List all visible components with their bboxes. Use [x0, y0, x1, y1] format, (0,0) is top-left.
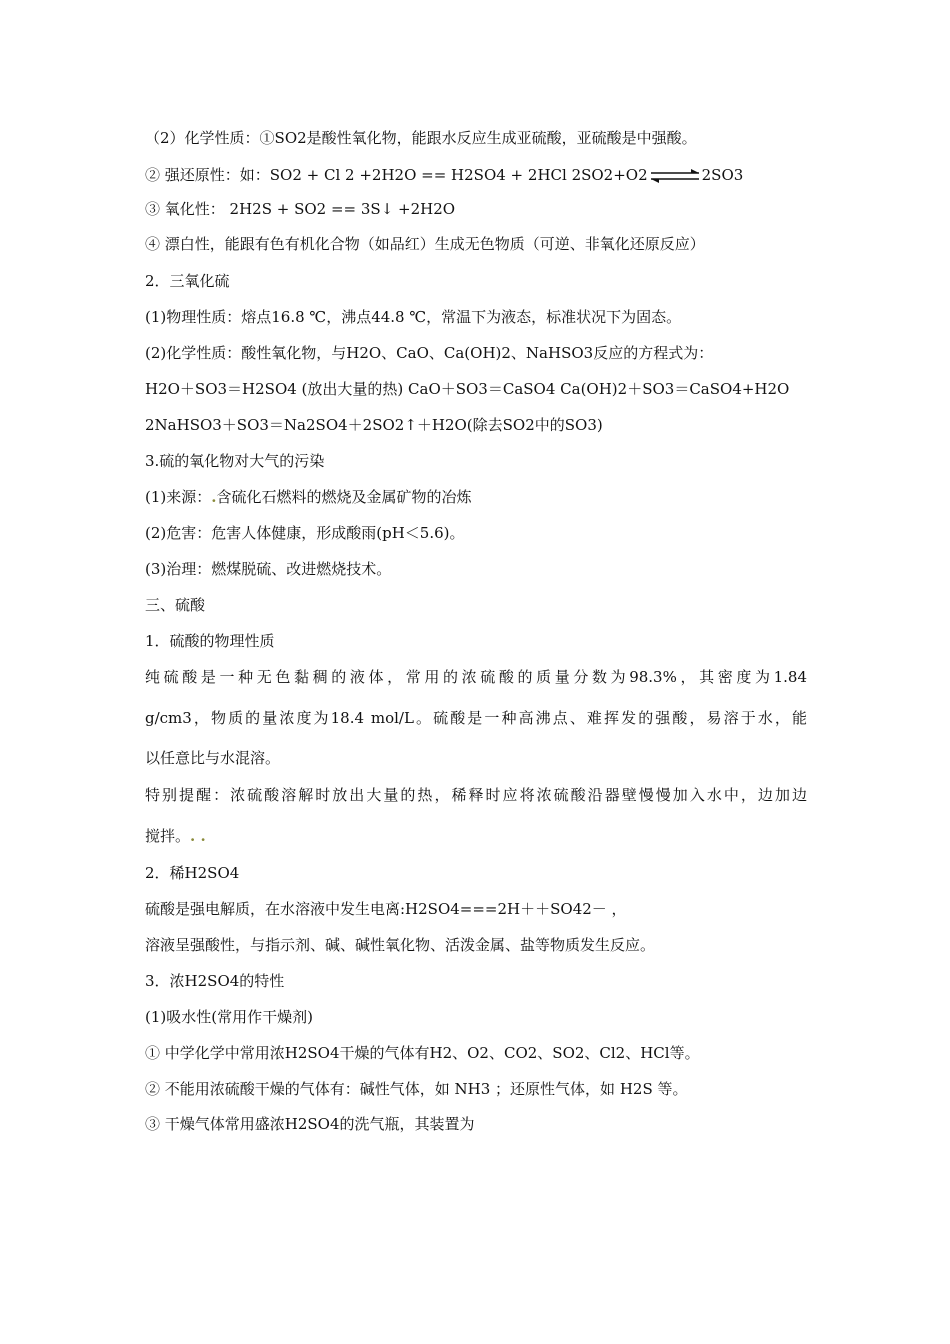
- text-line: 纯硫酸是一种无色黏稠的液体，常用的浓硫酸的质量分数为98.3%，其密度为1.84: [145, 668, 807, 686]
- text-line: (3)治理：燃煤脱硫、改进燃烧技术。: [145, 560, 392, 578]
- stray-mark: . .: [190, 827, 206, 845]
- stray-mark: .: [211, 488, 217, 506]
- text-line: [145, 487, 472, 507]
- text-segment: (1)来源：: [145, 488, 212, 506]
- text-segment: 含硫化石燃料的燃烧及金属矿物的冶炼: [216, 488, 472, 506]
- text-line: [145, 165, 743, 185]
- text-line: 以任意比与水混溶。: [145, 749, 281, 767]
- section-heading: 2．三氧化硫: [145, 272, 230, 290]
- text-line: 硫酸是强电解质，在水溶液中发生电离:H2SO4===2H＋＋SO42－ ，: [145, 900, 627, 918]
- section-heading: 2．稀H2SO4: [145, 864, 240, 882]
- text-line: (2)化学性质：酸性氧化物，与H2O、CaO、Ca(OH)2、NaHSO3反应的方程式为：: [145, 344, 714, 362]
- text-line: 特别提醒：浓硫酸溶解时放出大量的热，稀释时应将浓硫酸沿器壁慢慢加入水中，边加边: [145, 786, 807, 804]
- text-line: g/cm3，物质的量浓度为18.4 mol/L。硫酸是一种高沸点、难挥发的强酸，易溶于水，能: [145, 709, 807, 727]
- text-line: [145, 826, 206, 846]
- text-line: (2)危害：危害人体健康，形成酸雨(pH＜5.6)。: [145, 524, 465, 542]
- text-line: H2O＋SO3＝H2SO4 (放出大量的热) CaO＋SO3＝CaSO4 Ca(OH)2＋SO3＝CaSO4+H2O: [145, 380, 790, 398]
- text-line: (1)吸水性(常用作干燥剂): [145, 1008, 313, 1026]
- section-heading: 1．硫酸的物理性质: [145, 632, 275, 650]
- text-line: ③ 干燥气体常用盛浓H2SO4的洗气瓶，其装置为: [145, 1115, 475, 1133]
- text-line: 2NaHSO3＋SO3＝Na2SO4＋2SO2↑＋H2O(除去SO2中的SO3): [145, 416, 603, 434]
- text-segment: 2SO3: [701, 166, 744, 184]
- section-heading: 三、硫酸: [145, 596, 206, 614]
- text-segment: ② 强还原性：如：SO2 + Cl 2 +2H2O == H2SO4 + 2HCl 2SO2+O2: [145, 166, 648, 184]
- text-line: ① 中学化学中常用浓H2SO4干燥的气体有H2、O2、CO2、SO2、Cl2、HCl等。: [145, 1044, 700, 1062]
- section-heading: 3．浓H2SO4的特性: [145, 972, 285, 990]
- text-line: ② 不能用浓硫酸干燥的气体有：碱性气体，如 NH3 ；还原性气体，如 H2S 等。: [145, 1080, 688, 1098]
- text-line: （2）化学性质：①SO2是酸性氧化物，能跟水反应生成亚硫酸，亚硫酸是中强酸。: [145, 129, 697, 147]
- text-line: (1)物理性质：熔点16.8 ℃，沸点44.8 ℃，常温下为液态，标准状况下为固态。: [145, 308, 682, 326]
- text-segment: 搅拌。: [145, 827, 191, 845]
- section-heading: 3.硫的氧化物对大气的污染: [145, 452, 325, 470]
- text-line: 溶液呈强酸性，与指示剂、碱、碱性氧化物、活泼金属、盐等物质发生反应。: [145, 936, 656, 954]
- reversible-arrow-icon: [649, 169, 701, 183]
- text-line: ③ 氧化性： 2H2S + SO2 == 3S↓ +2H2O: [145, 200, 456, 218]
- text-line: ④ 漂白性，能跟有色有机化合物（如品红）生成无色物质（可逆、非氧化还原反应）: [145, 235, 705, 253]
